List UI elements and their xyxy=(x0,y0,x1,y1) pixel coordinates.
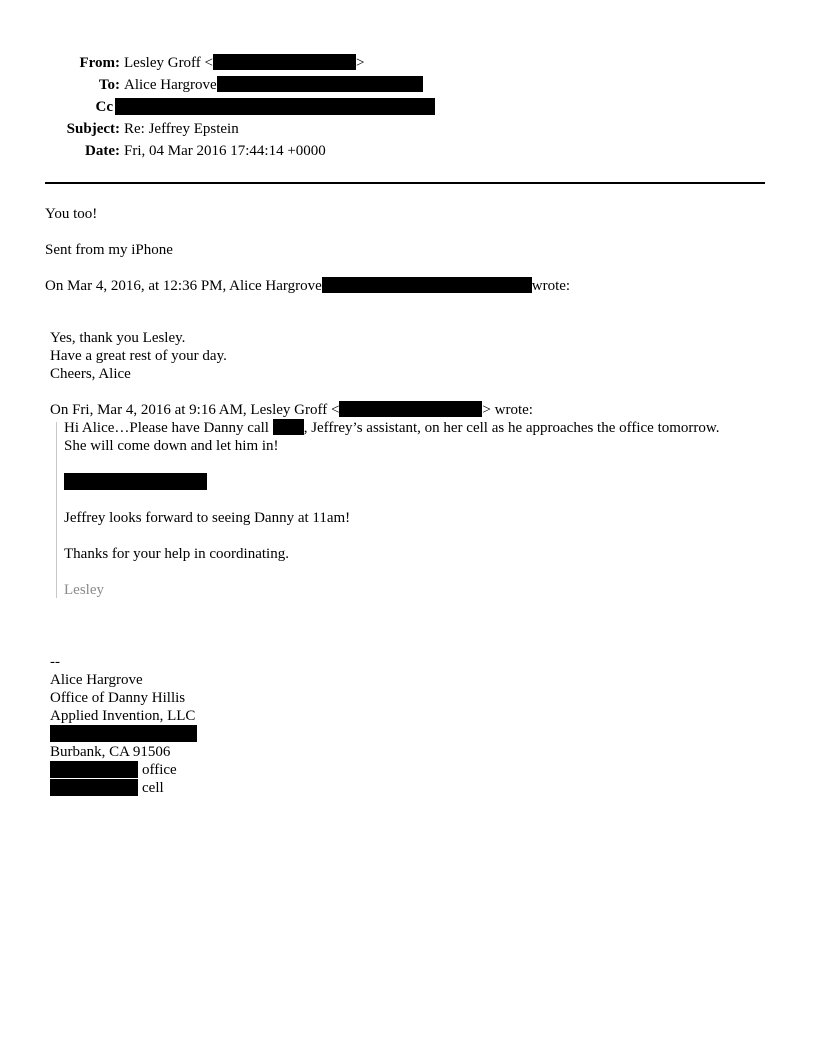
redaction-block xyxy=(322,277,532,293)
body-line-you-too: You too! xyxy=(45,206,98,222)
quoted-line-2: Have a great rest of your day. xyxy=(50,348,227,364)
to-label: To: xyxy=(98,77,120,93)
quoted-line-1: Yes, thank you Lesley. xyxy=(50,330,186,346)
nested-line-1 xyxy=(64,419,720,437)
quoted-line-3: Cheers, Alice xyxy=(50,366,131,382)
signature-office-label: office xyxy=(142,762,177,778)
redaction-block xyxy=(64,473,207,490)
body-line-sent-from: Sent from my iPhone xyxy=(45,242,173,258)
redaction-block xyxy=(50,761,138,778)
nested-signature: Lesley xyxy=(64,582,104,598)
date-label: Date: xyxy=(85,143,120,159)
to-value xyxy=(124,76,423,94)
from-value xyxy=(124,54,364,72)
redaction-block xyxy=(50,779,138,796)
header-divider xyxy=(45,182,765,184)
redaction-block xyxy=(339,401,482,417)
nested-line-4: Thanks for your help in coordinating. xyxy=(64,546,289,562)
cc-label: Cc xyxy=(95,99,113,115)
redaction-block xyxy=(217,76,423,92)
from-name: Lesley Groff < xyxy=(124,55,213,71)
subject-value: Re: Jeffrey Epstein xyxy=(124,121,239,137)
nested-line-2: She will come down and let him in! xyxy=(64,438,279,454)
subject-label: Subject: xyxy=(66,121,120,137)
signature-city: Burbank, CA 91506 xyxy=(50,744,171,760)
signature-office: Office of Danny Hillis xyxy=(50,690,186,706)
signature-cell-label: cell xyxy=(142,780,164,796)
redaction-block xyxy=(115,98,435,115)
signature-name: Alice Hargrove xyxy=(50,672,143,688)
to-name: Alice Hargrove xyxy=(124,77,217,93)
from-tail: > xyxy=(356,55,365,71)
nested-line-1-suffix: , Jeffrey’s assistant, on her cell as he approaches the office tomorrow. xyxy=(303,420,720,436)
quoted-intro-suffix: > wrote: xyxy=(482,402,533,418)
signature-dashes: -- xyxy=(50,654,60,670)
redaction-block xyxy=(50,725,197,742)
reply-intro-suffix: wrote: xyxy=(531,278,571,294)
quoted-intro-prefix: On Fri, Mar 4, 2016 at 9:16 AM, Lesley Groff < xyxy=(50,402,340,418)
quoted-intro xyxy=(50,401,533,419)
reply-intro xyxy=(45,277,570,295)
date-value: Fri, 04 Mar 2016 17:44:14 +0000 xyxy=(124,143,326,159)
nested-line-3: Jeffrey looks forward to seeing Danny at 11am! xyxy=(64,510,351,526)
redaction-block xyxy=(273,419,304,435)
from-label: From: xyxy=(79,55,120,71)
signature-company: Applied Invention, LLC xyxy=(50,708,196,724)
nested-line-1-prefix: Hi Alice…Please have Danny call xyxy=(64,420,269,436)
reply-intro-prefix: On Mar 4, 2016, at 12:36 PM, Alice Hargrove xyxy=(45,278,322,294)
redaction-block xyxy=(213,54,356,70)
quote-bar xyxy=(56,422,57,598)
